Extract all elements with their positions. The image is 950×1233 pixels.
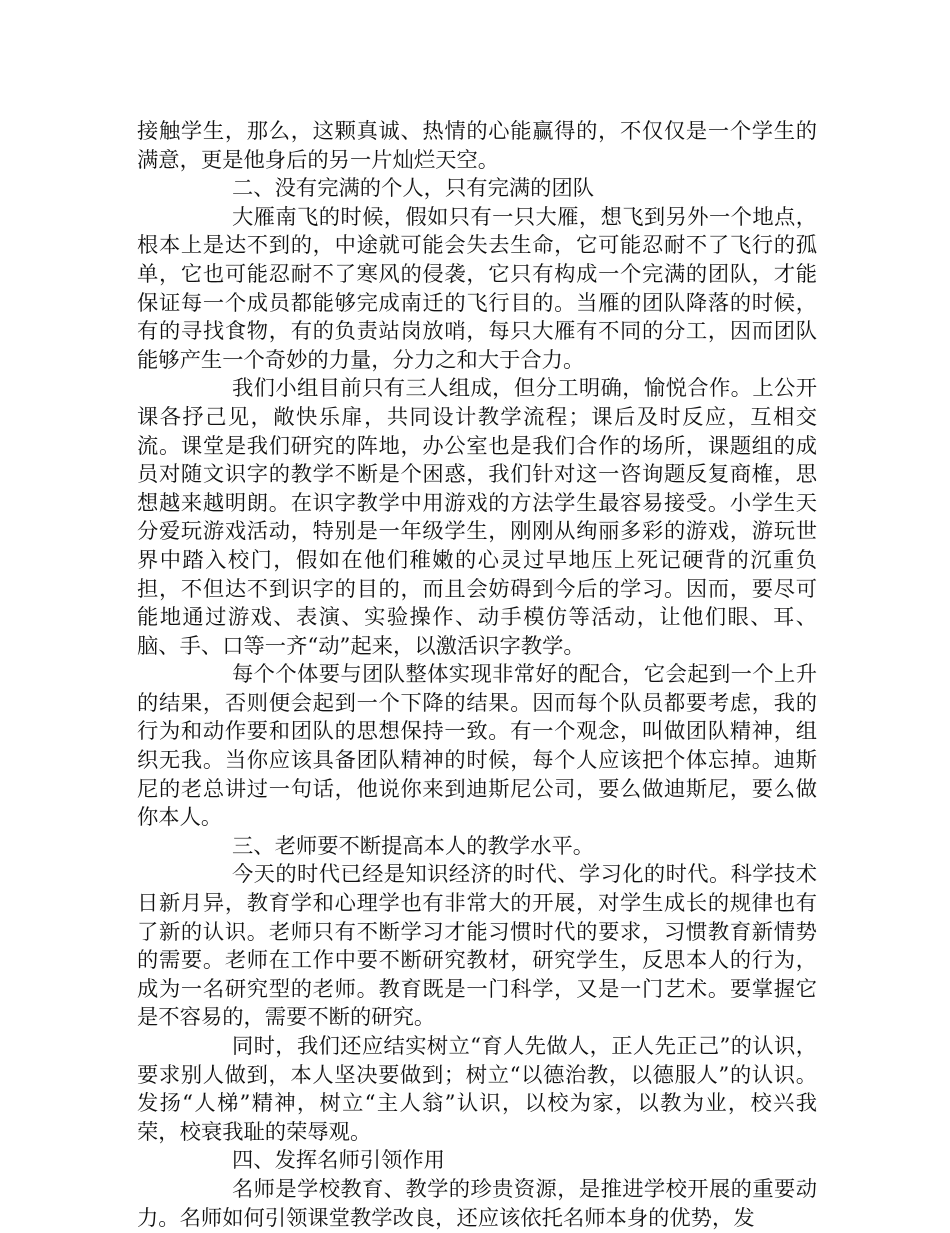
section-heading-2: 二、没有完满的个人，只有完满的团队 bbox=[232, 176, 595, 202]
paragraph-continuation: 接触学生，那么，这颗真诚、热情的心能赢得的，不仅仅是一个学生的满意，更是他身后的另一片灿烂天空。 bbox=[137, 119, 817, 173]
paragraph-famous-teachers: 名师是学校教育、教学的珍贵资源，是推进学校开展的重要动力。名师如何引领课堂教学改良，还应该依托名师本身的优势，发 bbox=[137, 1176, 817, 1231]
document-body bbox=[137, 118, 817, 1233]
paragraph-knowledge-era: 今天的时代已经是知识经济的时代、学习化的时代。科学技术日新月异，教育学和心理学也有非常大的开展，对学生成长的规律也有了新的认识。老师只有不断学习才能习惯时代的要求，习惯教育新情势的需要。老师在工作中要不断研究教材，研究学生，反思本人的行为，成为一名研究型的老师。教育既是一门科学，又是一门艺术。要掌握它是不容易的，需要不断的研究。 bbox=[137, 862, 817, 1031]
paragraph-wild-geese: 大雁南飞的时候，假如只有一只大雁，想飞到另外一个地点，根本上是达不到的，中途就可能会失去生命，它可能忍耐不了飞行的孤单，它也可能忍耐不了寒风的侵袭，它只有构成一个完满的团队，才能保证每一个成员都能够完成南迁的飞行目的。当雁的团队降落的时候，有的寻找食物，有的负责站岗放哨，每只大雁有不同的分工，因而团队能够产生一个奇妙的力量，分力之和大于合力。 bbox=[137, 204, 817, 373]
paragraph-our-group: 我们小组目前只有三人组成，但分工明确，愉悦合作。上公开课各抒己见，敞快乐扉，共同设计教学流程；课后及时反应，互相交流。课堂是我们研究的阵地，办公室也是我们合作的场所，课题组的成员对随文识字的教学不断是个困惑，我们针对这一咨询题反复商榷，思想越来越明朗。在识字教学中用游戏的方法学生最容易接受。小学生天分爱玩游戏活动，特别是一年级学生，刚刚从绚丽多彩的游戏，游玩世界中踏入校门，假如在他们稚嫩的心灵过早地压上死记硬背的沉重负担，不但达不到识字的目的，而且会妨碍到今后的学习。因而，要尽可能地通过游戏、表演、实验操作、动手模仿等活动，让他们眼、耳、脑、手、口等一齐“动”起来，以激活识字教学。 bbox=[137, 376, 817, 659]
section-heading-3: 三、老师要不断提高本人的教学水平。 bbox=[232, 833, 595, 859]
paragraph-team-spirit: 每个个体要与团队整体实现非常好的配合，它会起到一个上升的结果，否则便会起到一个下降的结果。因而每个队员都要考虑，我的行为和动作要和团队的思想保持一致。有一个观念，叫做团队精神，组织无我。当你应该具备团队精神的时候，每个人应该把个体忘掉。迪斯尼的老总讲过一句话，他说你来到迪斯尼公司，要么做迪斯尼，要么做你本人。 bbox=[137, 662, 817, 831]
section-heading-4: 四、发挥名师引领作用 bbox=[232, 1148, 445, 1174]
paragraph-moral-education: 同时，我们还应结实树立“育人先做人，正人先正己”的认识，要求别人做到，本人坚决要做到；树立“以德治教，以德服人”的认识。发扬“人梯”精神，树立“主人翁”认识，以校为家，以教为业，校兴我荣，校衰我耻的荣辱观。 bbox=[137, 1034, 817, 1145]
